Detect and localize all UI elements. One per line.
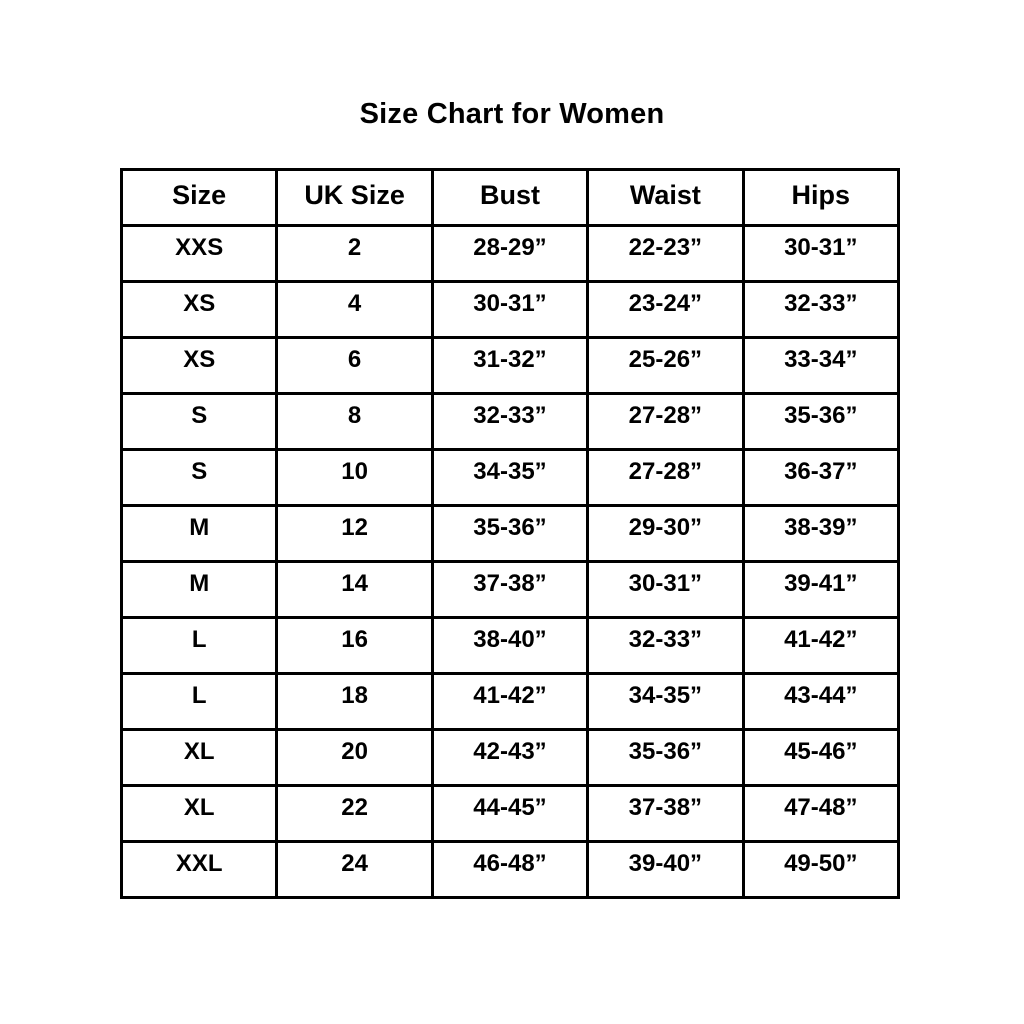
table-cell: 29-30” — [588, 506, 743, 562]
header-cell-uk-size: UK Size — [277, 170, 432, 226]
table-cell: 35-36” — [432, 506, 587, 562]
table-cell: 20 — [277, 730, 432, 786]
page-title: Size Chart for Women — [359, 98, 665, 130]
table-cell: 31-32” — [432, 338, 587, 394]
table-cell: XS — [122, 338, 277, 394]
table-cell: 38-40” — [432, 618, 587, 674]
table-row — [122, 450, 899, 506]
table-cell: 30-31” — [588, 562, 743, 618]
header-cell-bust: Bust — [432, 170, 587, 226]
header-cell-size: Size — [122, 170, 277, 226]
table-cell: 30-31” — [432, 282, 587, 338]
table-cell: 27-28” — [588, 450, 743, 506]
table-cell: 16 — [277, 618, 432, 674]
table-cell: L — [122, 618, 277, 674]
table-cell: 43-44” — [743, 674, 898, 730]
table-cell: 33-34” — [743, 338, 898, 394]
table-cell: 45-46” — [743, 730, 898, 786]
table-cell: 23-24” — [588, 282, 743, 338]
table-cell: XS — [122, 282, 277, 338]
table-cell: 34-35” — [432, 450, 587, 506]
table-cell: 32-33” — [588, 618, 743, 674]
table-cell: 8 — [277, 394, 432, 450]
size-chart-table — [120, 168, 900, 899]
table-cell: 37-38” — [432, 562, 587, 618]
table-row — [122, 730, 899, 786]
table-cell: 6 — [277, 338, 432, 394]
table-cell: 30-31” — [743, 226, 898, 282]
table-cell: XL — [122, 730, 277, 786]
table-cell: S — [122, 394, 277, 450]
header-row — [122, 170, 899, 226]
table-cell: 37-38” — [588, 786, 743, 842]
table-body — [122, 226, 899, 898]
table-cell: 28-29” — [432, 226, 587, 282]
table-row — [122, 394, 899, 450]
table-cell: 44-45” — [432, 786, 587, 842]
table-cell: 18 — [277, 674, 432, 730]
table-cell: 32-33” — [743, 282, 898, 338]
table-cell: XL — [122, 786, 277, 842]
table-cell: 25-26” — [588, 338, 743, 394]
table-cell: 39-40” — [588, 842, 743, 898]
table-cell: 38-39” — [743, 506, 898, 562]
table-cell: 27-28” — [588, 394, 743, 450]
table-cell: 41-42” — [743, 618, 898, 674]
table-cell: L — [122, 674, 277, 730]
table-cell: 12 — [277, 506, 432, 562]
table-cell: 41-42” — [432, 674, 587, 730]
table-cell: M — [122, 506, 277, 562]
table-cell: XXL — [122, 842, 277, 898]
table-cell: 4 — [277, 282, 432, 338]
table-cell: 42-43” — [432, 730, 587, 786]
table-cell: 39-41” — [743, 562, 898, 618]
table-row — [122, 562, 899, 618]
table-header — [122, 170, 899, 226]
table-cell: 47-48” — [743, 786, 898, 842]
table-cell: 24 — [277, 842, 432, 898]
table-row — [122, 618, 899, 674]
table-cell: 22-23” — [588, 226, 743, 282]
table-row — [122, 786, 899, 842]
table-row — [122, 226, 899, 282]
table-row — [122, 674, 899, 730]
table-row — [122, 282, 899, 338]
table-row — [122, 338, 899, 394]
table-cell: M — [122, 562, 277, 618]
table-cell: 34-35” — [588, 674, 743, 730]
table-cell: 49-50” — [743, 842, 898, 898]
table-cell: 14 — [277, 562, 432, 618]
header-cell-hips: Hips — [743, 170, 898, 226]
table-cell: 22 — [277, 786, 432, 842]
table-cell: XXS — [122, 226, 277, 282]
table-cell: 46-48” — [432, 842, 587, 898]
table-row — [122, 506, 899, 562]
table-cell: 35-36” — [743, 394, 898, 450]
table-cell: 35-36” — [588, 730, 743, 786]
table-cell: 10 — [277, 450, 432, 506]
table-cell: 36-37” — [743, 450, 898, 506]
table-cell: S — [122, 450, 277, 506]
table-cell: 2 — [277, 226, 432, 282]
table-cell: 32-33” — [432, 394, 587, 450]
table-row — [122, 842, 899, 898]
header-cell-waist: Waist — [588, 170, 743, 226]
